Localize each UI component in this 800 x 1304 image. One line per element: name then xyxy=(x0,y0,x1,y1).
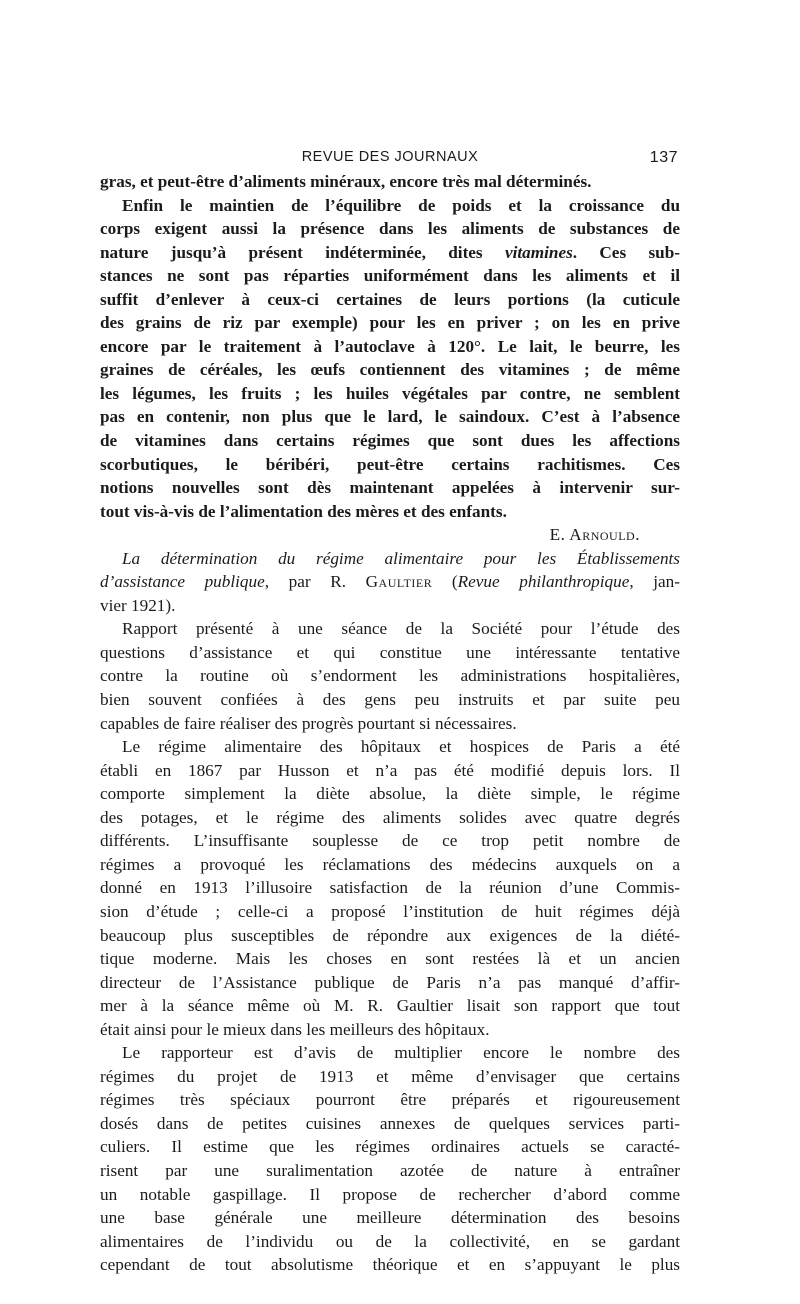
text-line: régimes très spéciaux pourront être préparés et rigoureusement xyxy=(100,1090,680,1110)
text-line: scorbutiques, le béribéri, peut-être certains rachitismes. Ces xyxy=(100,454,680,474)
text-line: bien souvent confiées à des gens peu instruits et par suite peu xyxy=(100,690,680,710)
signature-text: E. Arnould. xyxy=(549,525,640,545)
document-page xyxy=(100,142,680,1277)
running-header xyxy=(100,142,680,170)
text-line: pas en contenir, non plus que le lard, le saindoux. C’est à l’absence xyxy=(100,407,680,427)
text-line: culiers. Il estime que les régimes ordinaires actuels se caracté- xyxy=(100,1137,680,1157)
text-line: risent par une suralimentation azotée de nature à entraîner xyxy=(100,1160,680,1180)
page-number: 137 xyxy=(649,149,678,166)
author-signature xyxy=(100,523,680,547)
text-line: contre la routine où s’endorment les administrations hospitalières, xyxy=(100,666,680,686)
text-line: tique moderne. Mais les choses en sont restées là et un ancien xyxy=(100,949,680,969)
text-line: corps exigent aussi la présence dans les aliments de substances de xyxy=(100,219,680,239)
citation-line: vier 1921). xyxy=(100,595,176,615)
text-line: un notable gaspillage. Il propose de rechercher d’abord comme xyxy=(100,1184,680,1204)
text-line: donné en 1913 l’illusoire satisfaction de la réunion d’une Commis- xyxy=(100,878,680,898)
paragraph-continuation xyxy=(100,170,680,194)
citation-line: La détermination du régime alimentaire pour les Établissements xyxy=(122,548,680,568)
text-line: différents. L’insuffisante souplesse de ce trop petit nombre de xyxy=(100,831,680,851)
text-line: nature jusqu’à présent indéterminée, dites vitamines. Ces sub- xyxy=(100,242,680,262)
text-line: sion d’étude ; celle-ci a proposé l’institution de huit régimes déjà xyxy=(100,901,680,921)
text-line: graines de céréales, les œufs contiennent des vitamines ; de même xyxy=(100,360,680,380)
text-line: Rapport présenté à une séance de la Société pour l’étude des xyxy=(122,619,680,639)
text-line: capables de faire réaliser des progrès pourtant si nécessaires. xyxy=(100,713,517,733)
text-line: suffit d’enlever à ceux-ci certaines de leurs portions (la cuticule xyxy=(100,289,680,309)
text-line: Le régime alimentaire des hôpitaux et hospices de Paris a été xyxy=(122,737,680,757)
text-line: mer à la séance même où M. R. Gaultier lisait son rapport que tout xyxy=(100,996,680,1016)
text-line: tout vis-à-vis de l’alimentation des mères et des enfants. xyxy=(100,501,507,521)
text-line: établi en 1867 par Husson et n’a pas été modifié depuis lors. Il xyxy=(100,760,680,780)
text-line: une base générale une meilleure détermination des besoins xyxy=(100,1208,680,1228)
text-line: stances ne sont pas réparties uniformément dans les aliments et il xyxy=(100,266,680,286)
text-line: régimes a provoqué les réclamations des médecins auxquels on a xyxy=(100,854,680,874)
text-line: régimes du projet de 1913 et même d’envisager que certains xyxy=(100,1066,680,1086)
text-line: des grains de riz par exemple) pour les en priver ; on les en prive xyxy=(100,313,680,333)
text-line: Le rapporteur est d’avis de multiplier encore le nombre des xyxy=(122,1043,680,1063)
paragraph-regime xyxy=(100,735,680,1041)
text-line: beaucoup plus susceptibles de répondre aux exigences de la diété- xyxy=(100,925,680,945)
text-line: était ainsi pour le mieux dans les meilleurs des hôpitaux. xyxy=(100,1019,490,1039)
text-line: de vitamines dans certains régimes que sont dues les affections xyxy=(100,431,680,451)
text-line: les légumes, les fruits ; les huiles végétales par contre, ne semblent xyxy=(100,383,680,403)
citation-line: d’assistance publique, par R. Gaultier (Revue philanthropique, jan- xyxy=(100,572,680,592)
paragraph-rapport xyxy=(100,617,680,735)
text-line: des potages, et le régime des aliments solides avec quatre degrés xyxy=(100,807,680,827)
running-title: REVUE DES JOURNAUX xyxy=(301,149,479,165)
text-line: Enfin le maintien de l’équilibre de poids et la croissance du xyxy=(122,195,680,215)
text-line: notions nouvelles sont dès maintenant appelées à intervenir sur- xyxy=(100,478,680,498)
text-line: encore par le traitement à l’autoclave à 120°. Le lait, le beurre, les xyxy=(100,336,680,356)
paragraph-vitamines xyxy=(100,194,680,524)
text-line: dosés dans de petites cuisines annexes de quelques services parti- xyxy=(100,1113,680,1133)
article-citation xyxy=(100,547,680,618)
text-line: directeur de l’Assistance publique de Paris n’a pas manqué d’affir- xyxy=(100,972,680,992)
text-line: comporte simplement la diète absolue, la diète simple, le régime xyxy=(100,784,680,804)
text-line: gras, et peut-être d’aliments minéraux, encore très mal déterminés. xyxy=(100,172,592,191)
text-line: alimentaires de l’individu ou de la collectivité, en se gardant xyxy=(100,1231,680,1251)
text-line: cependant de tout absolutisme théorique et en s’appuyant le plus xyxy=(100,1255,680,1275)
text-line: questions d’assistance et qui constitue une intéressante tentative xyxy=(100,642,680,662)
paragraph-rapporteur xyxy=(100,1041,680,1276)
